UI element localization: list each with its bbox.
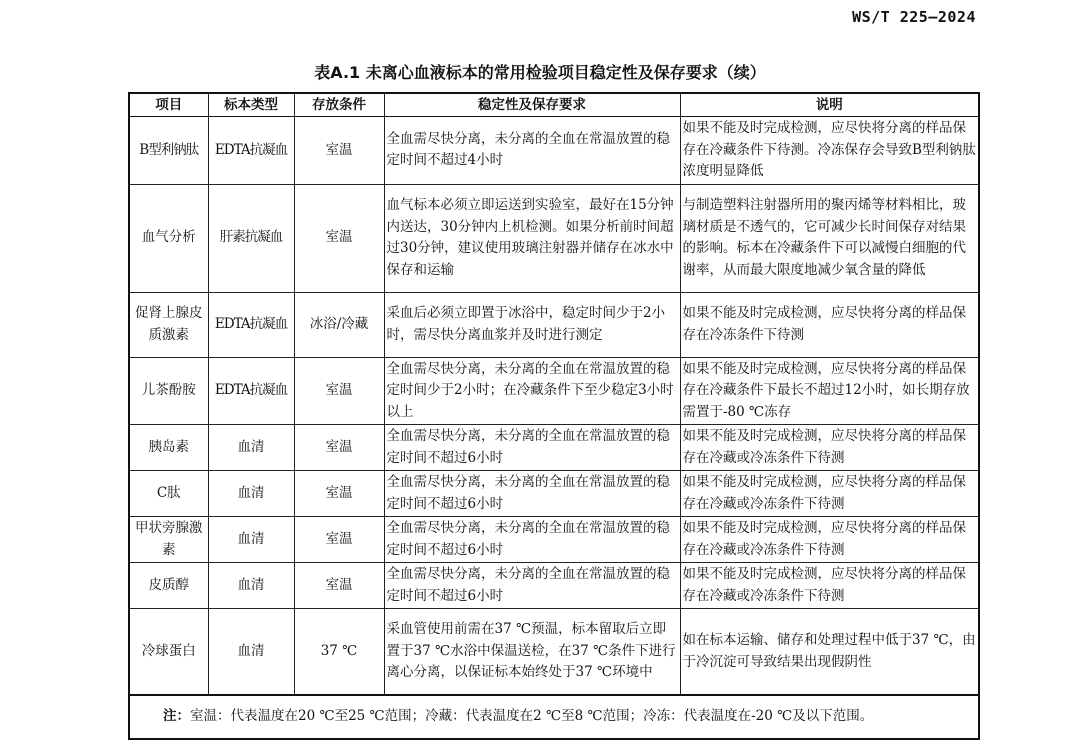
cell-specimen: EDTA抗凝血 xyxy=(208,357,294,425)
cell-specimen: 血清 xyxy=(208,471,294,517)
table-row xyxy=(129,357,979,425)
cell-note: 如果不能及时完成检测，应尽快将分离的样品保存在冷藏或冷冻条件下待测 xyxy=(680,517,979,563)
cell-stability: 血气标本必须立即运送到实验室，最好在15分钟内送达，30分钟内上机检测。如果分析前时间超过30分钟，建议使用玻璃注射器并储存在冰水中保存和运输 xyxy=(384,184,680,292)
cell-stability: 全血需尽快分离，未分离的全血在常温放置的稳定时间不超过4小时 xyxy=(384,117,680,185)
cell-stability: 全血需尽快分离，未分离的全血在常温放置的稳定时间少于2小时；在冷藏条件下至少稳定3小时以上 xyxy=(384,357,680,425)
cell-stability: 采血后必须立即置于冰浴中，稳定时间少于2小时，需尽快分离血浆并及时进行测定 xyxy=(384,292,680,357)
column-header-specimen: 标本类型 xyxy=(208,93,294,117)
cell-note: 如果不能及时完成检测，应尽快将分离的样品保存在冷藏或冷冻条件下待测 xyxy=(680,471,979,517)
cell-storage: 37 ℃ xyxy=(294,609,384,696)
table-row xyxy=(129,563,979,609)
column-header-item: 项目 xyxy=(129,93,208,117)
cell-specimen: EDTA抗凝血 xyxy=(208,292,294,357)
cell-storage: 室温 xyxy=(294,563,384,609)
cell-stability: 全血需尽快分离，未分离的全血在常温放置的稳定时间不超过6小时 xyxy=(384,471,680,517)
cell-item: 促肾上腺皮质激素 xyxy=(129,292,208,357)
cell-storage: 室温 xyxy=(294,471,384,517)
footnote-text: 室温：代表温度在20 ℃至25 ℃范围；冷藏：代表温度在2 ℃至8 ℃范围；冷冻：代表温度在-20 ℃及以下范围。 xyxy=(190,708,874,725)
cell-specimen: 血清 xyxy=(208,609,294,696)
table-row xyxy=(129,184,979,292)
cell-note: 与制造塑料注射器所用的聚丙烯等材料相比，玻璃材质是不透气的，它可减少长时间保存对结果的影响。标本在冷藏条件下可以减慢白细胞的代谢率，从而最大限度地减少氧含量的降低 xyxy=(680,184,979,292)
cell-item: B型利钠肽 xyxy=(129,117,208,185)
cell-item: 甲状旁腺激素 xyxy=(129,517,208,563)
cell-note: 如果不能及时完成检测，应尽快将分离的样品保存在冷藏或冷冻条件下待测 xyxy=(680,425,979,471)
table-row xyxy=(129,292,979,357)
cell-storage: 室温 xyxy=(294,117,384,185)
cell-note: 如在标本运输、储存和处理过程中低于37 ℃，由于冷沉淀可导致结果出现假阴性 xyxy=(680,609,979,696)
standard-code: WS/T 225—2024 xyxy=(852,8,976,26)
cell-storage: 室温 xyxy=(294,517,384,563)
cell-storage: 冰浴/冷藏 xyxy=(294,292,384,357)
table-footnote xyxy=(129,695,979,739)
stability-table xyxy=(128,92,980,740)
cell-specimen: EDTA抗凝血 xyxy=(208,117,294,185)
cell-specimen: 血清 xyxy=(208,425,294,471)
table-row xyxy=(129,471,979,517)
cell-item: 儿茶酚胺 xyxy=(129,357,208,425)
column-header-note: 说明 xyxy=(680,93,979,117)
table-title: 表A.1 未离心血液标本的常用检验项目稳定性及保存要求（续） xyxy=(314,63,766,82)
cell-note: 如果不能及时完成检测，应尽快将分离的样品保存在冷冻条件下待测 xyxy=(680,292,979,357)
table-row xyxy=(129,117,979,185)
cell-item: 血气分析 xyxy=(129,184,208,292)
cell-storage: 室温 xyxy=(294,357,384,425)
stability-table-container xyxy=(128,92,978,740)
cell-specimen: 血清 xyxy=(208,517,294,563)
cell-storage: 室温 xyxy=(294,184,384,292)
cell-item: 皮质醇 xyxy=(129,563,208,609)
cell-specimen: 肝素抗凝血 xyxy=(208,184,294,292)
cell-item: 冷球蛋白 xyxy=(129,609,208,696)
table-row xyxy=(129,517,979,563)
cell-note: 如果不能及时完成检测，应尽快将分离的样品保存在冷藏条件下待测。冷冻保存会导致B型利钠肽浓度明显降低 xyxy=(680,117,979,185)
cell-stability: 全血需尽快分离，未分离的全血在常温放置的稳定时间不超过6小时 xyxy=(384,425,680,471)
table-row xyxy=(129,609,979,696)
column-header-storage: 存放条件 xyxy=(294,93,384,117)
table-footnote-row xyxy=(129,695,979,739)
table-header-row xyxy=(129,93,979,117)
cell-stability: 全血需尽快分离，未分离的全血在常温放置的稳定时间不超过6小时 xyxy=(384,517,680,563)
cell-item: 胰岛素 xyxy=(129,425,208,471)
cell-storage: 室温 xyxy=(294,425,384,471)
cell-note: 如果不能及时完成检测，应尽快将分离的样品保存在冷藏或冷冻条件下待测 xyxy=(680,563,979,609)
column-header-stability: 稳定性及保存要求 xyxy=(384,93,680,117)
cell-note: 如果不能及时完成检测，应尽快将分离的样品保存在冷藏条件下最长不超过12小时，如长期存放需置于-80 ℃冻存 xyxy=(680,357,979,425)
cell-stability: 采血管使用前需在37 ℃预温，标本留取后立即置于37 ℃水浴中保温送检，在37 ℃条件下进行离心分离，以保证标本始终处于37 ℃环境中 xyxy=(384,609,680,696)
footnote-label: 注： xyxy=(163,708,190,725)
cell-specimen: 血清 xyxy=(208,563,294,609)
cell-stability: 全血需尽快分离，未分离的全血在常温放置的稳定时间不超过6小时 xyxy=(384,563,680,609)
cell-item: C肽 xyxy=(129,471,208,517)
table-row xyxy=(129,425,979,471)
